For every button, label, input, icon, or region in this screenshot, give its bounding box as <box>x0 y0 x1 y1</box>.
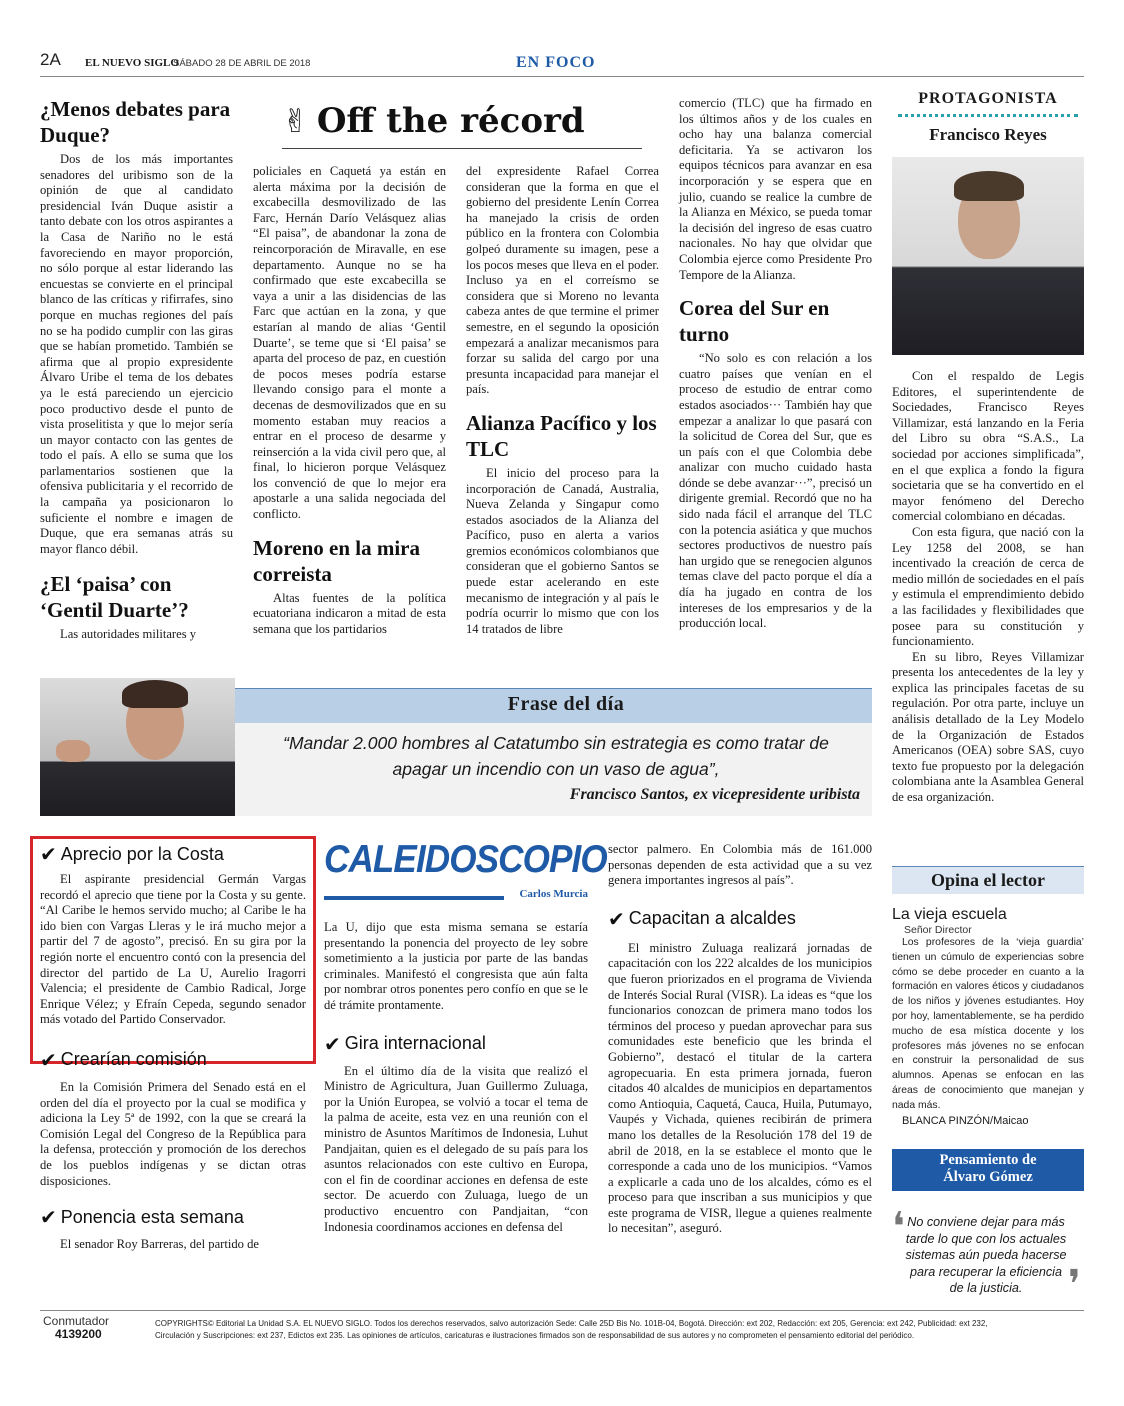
kicker-capacitan <box>608 907 872 931</box>
victory-hand-icon: ✌ <box>282 102 309 140</box>
frase-photo <box>40 678 235 816</box>
article-paragraph: En el último día de la visita que realizó el Ministro de Agricultura, Juan Guillermo Zuluaga, por la Unión Europea, se volvió a tocar el tema de la palma de aceite, esta vez en una reunión con el ministro de Asuntos Marítimos de Indonesia, Luhut Pandjaitan, quien es el delegado de su país para los asuntos relacionados con este cultivo en Europa, con el fin de coordinar acciones en defensa de este sector. De acuerdo con Zuluaga, luego de un productivo encuentro con Pandjaitan, “con Indonesia coordinamos acciones en defensa del <box>324 1063 588 1234</box>
column-3 <box>466 164 659 637</box>
header-rule <box>40 76 1084 77</box>
article-paragraph: Con el respaldo de Legis Editores, el superintendente de Sociedades, Francisco Reyes Villamizar, está lanzando en la Feria del Libro su obra “S.A.S., La sociedad por acciones simplificada”, en el que explica a fondo la figura societaria que se ha convertido en el mayor fenómeno del Derecho comercial colombiano en décadas. <box>892 369 1084 524</box>
column-4 <box>679 96 872 632</box>
pensamiento-quote: No conviene dejar para más tarde lo que con los actuales sistemas aún pueda hacerse para recuperar la eficiencia de la justicia. <box>905 1215 1067 1295</box>
protagonista-label: PROTAGONISTA <box>918 90 1058 107</box>
kicker-label: Crearían comisión <box>60 1049 207 1070</box>
kicker-label: Capacitan a alcaldes <box>628 908 796 929</box>
article-paragraph: policiales en Caquetá ya están en alerta máxima por la decisión de excabecilla desmovilizado de las Farc, Hernán Darío Velásquez alias “El paisa”, de abandonar la zona de reincorporación de Miravalle, en ese departamento. Aunque no se ha confirmado que este excabecilla se vaya a unir a las disidencias de las Farc que actúan en la zona, y que estarían al mando de alias ‘Gentil Duarte’, se teme que si ‘El paisa’ se aparta del proceso de paz, en cuestión de pocos meses podría estarse llevando consigo para el monte a decenas de desmovilizados que en su momento estaban muy reacios a entrar en el proceso de desarme y reinserción a la vida civil pero que, al final, lo hicieron porque Velásquez los convenció de que lo mejor era apostarle a una salida negociada del conflicto. <box>253 164 446 522</box>
article-paragraph: sector palmero. En Colombia más de 161.000 personas dependen de esta actividad que a su vez genera importantes ingresos al país”. <box>608 842 872 888</box>
check-icon: ✔ <box>324 1031 341 1056</box>
letter-signature: BLANCA PINZÓN/Maicao <box>902 1114 1029 1127</box>
title-underline <box>282 148 642 149</box>
copyright-line-1: COPYRIGHTS© Editorial La Unidad S.A. EL NUEVO SIGLO. Todos los derechos reservados, salvo autorización Sede: Calle 25D Bis No. 101B-04, Bogotá. Dirección: ext 202, Redacción: ext 205, Gerencia: ext 242, Publicidad: ext 232, <box>155 1319 988 1328</box>
headline-el-paisa: ¿El ‘paisa’ con ‘Gentil Duarte’? <box>40 572 189 623</box>
column-author: Carlos Murcia <box>519 888 588 900</box>
check-icon: ✔ <box>40 842 57 866</box>
frase-quote-line-2: apagar un incendio con un vaso de agua”, <box>392 759 720 779</box>
kicker-crearian <box>40 1048 306 1072</box>
bottom-column-3 <box>608 842 872 1237</box>
frase-del-dia-box <box>40 688 872 816</box>
headline-menos-debates: ¿Menos debates para Duque? <box>40 97 231 147</box>
column-1 <box>40 96 233 643</box>
article-paragraph: comercio (TLC) que ha firmado en los últimos años y de los cuales en ocho hay una balanza comercial deficitaria. Ya se activaron los equipos técnicos para avanzar en esa incorporación y se espera que en julio, cuando se realice la cumbre de la Alianza en México, se pueda tomar la decisión del ingreso de esas cuatro nacionales. No hay que olvidar que Colombia ejerce como Presidente Pro Tempore de la Alianza. <box>679 96 872 282</box>
article-paragraph: El ministro Zuluaga realizará jornadas de capacitación con los 222 alcaldes de los municipios que fueron priorizados en el programa de Vivienda de Interés Social Rural (VISR). La ideas es “que los funcionarios conozcan de primera mano todos los términos del proceso y puedan aprovechar para sus comunidades este beneficio que les brinda el Gobierno”, destacó el titular de la cartera agropecuaria. En esta primera jornada, fueron citados 40 alcaldes de municipios en departamentos como Antioquia, Caquetá, Cauca, Huila, Putumayo, Vaupés y Vichada, quienes recibirán de primera mano los detalles de la Resolución 178 del 19 de abril de 2018, en la se establece el monto que le corresponde a cada uno de los municipios. “Vamos a explicarle a cada uno de los alcaldes, cómo es el proceso para que inscriban a sus municipios y que este programa de VISR, llegue a quienes realmente lo necesitan”, aseguró. <box>608 940 872 1236</box>
kicker-aprecio <box>40 842 306 866</box>
copyright-line-2: Circulación y Suscripciones: ext 237, Edictos ext 235. Las opiniones de artículos, caricaturas e ilustraciones firmados son de responsabilidad de sus autores y no comprometen el pensamiento editorial del periódico. <box>155 1331 915 1340</box>
off-record-header <box>282 95 642 147</box>
kicker-gira <box>324 1032 588 1056</box>
caleidoscopio-column <box>324 838 607 1235</box>
article-paragraph: “No solo es con relación a los cuatro países que venían en el proceso de estudio de entrar como estados asociados··· También hay que empezar a analizar lo que pasará con la solicitud de Corea del Sur, que es un país con el que Colombia debe analizar con mucho cuidado hasta dónde se debe avanzar···”, precisó un dirigente gremial. Recordó que no ha sido nada fácil el arranque del TLC con la potencia asiática y que muchos sectores productivos de nuestro país han urgido que se renegocien algunos temas clave del pacto porque el día a día ha jugado en contra de los intereses de los empresarios y de la producción local. <box>679 351 872 631</box>
article-paragraph: Dos de los más importantes senadores del uribismo son de la opinión de que al candidato presidencial Iván Duque asistir a tanto debate con los otros aspirantes a la Casa de Nariño no le está favoreciendo en mayor proporción, no sólo porque al estar liderando las encuestas se convierte en el principal blanco de las críticas y rifirrafes, sino porque en muchas regiones del país no se ha podido cumplir con las giras que se habían prometido. También se afirma que al propio expresidente Álvaro Uribe el tema de los debates ya le está pareciendo un ejercicio poco productivo desde el punto de vista proselitista y que lo mejor sería un mayor contacto con las gentes de todo el país. A ello se suma que los parlamentarios sostienen que la ofensiva publicitaria y el recorrido de la campaña ya posicionaron lo suficiente el nombre e imagen de Duque, que era semanas atrás su mayor flanco débil. <box>40 152 233 556</box>
portrait-photo <box>892 157 1084 355</box>
opina-title: Opina el lector <box>892 866 1084 894</box>
kicker-ponencia <box>40 1205 306 1229</box>
article-paragraph: El senador Roy Barreras, del partido de <box>60 1237 259 1252</box>
pensamiento-box <box>892 1149 1084 1191</box>
frase-author: Francisco Santos, ex vicepresidente uribista <box>569 786 860 803</box>
headline-corea: Corea del Sur en turno <box>679 296 830 347</box>
article-paragraph: El aspirante presidencial Germán Vargas recordó el aprecio que tiene por la Costa y su gente. “Al Caribe le hemos servido mucho; al Caribe le ha ido bien con Vargas Lleras y le irá mucho mejor a partir del 7 de agosto”, precisó. En su gira por la región norte el encuentro contó con la presencia del director del partido de La U, Aurelio Iragorri Valencia; el presidente de Cambio Radical, Jorge Enrique Vélez; y Efraín Cepeda, segundo senador más votado del Partido Conservador. <box>40 872 306 1027</box>
check-icon: ✔ <box>40 1047 57 1072</box>
article-paragraph: El inicio del proceso para la incorporación de Canadá, Australia, Nueva Zelanda y Singapur como estados asociados de la Alianza del Pacífico, puso en alerta a varios gremios económicos colombianos que consideran que el gobierno Santos se puede estar acelerando en este mecanismo de integración y al país le podría ocurrir lo mismo que con los 14 tratados de libre <box>466 465 659 636</box>
caleidoscopio-logo: CALEIDOSCOPIO <box>324 838 607 881</box>
protagonista-box <box>892 90 1084 806</box>
letter-salutation: Señor Director <box>904 924 972 936</box>
frase-quote-line-1: “Mandar 2.000 hombres al Catatumbo sin estrategia es como tratar de <box>283 733 829 753</box>
article-paragraph: Altas fuentes de la política ecuatoriana indicaron a mitad de esta semana que los partidarios <box>253 590 446 636</box>
open-quote-icon: ❛ <box>892 1204 905 1250</box>
pensamiento-title-line-2: Álvaro Gómez <box>943 1169 1033 1185</box>
headline-moreno: Moreno en la mira correista <box>253 535 420 586</box>
article-paragraph: del expresidente Rafael Correa consideran que la forma en que el gobierno del presidente Lenín Correa ha manejado la crisis de orden público en la frontera con Colombia golpeó duramente su imagen, pese a los pocos meses que lleva en el poder. Incluso ya en el correísmo se considera que si Moreno no levanta cabeza antes de que termine el primer semestre, en el segundo la oposición empezará a analizar mecanismos para forzar su salida del cargo por una presunta incapacidad para manejar el país. <box>466 164 659 397</box>
pensamiento-title-line-1: Pensamiento de <box>939 1152 1037 1168</box>
bottom-column-1 <box>40 842 306 1253</box>
kicker-label: Gira internacional <box>344 1033 486 1054</box>
protagonista-name: Francisco Reyes <box>929 125 1047 144</box>
close-quote-icon: ❜ <box>1068 1262 1081 1308</box>
column-2 <box>253 164 446 637</box>
frase-title: Frase del día <box>507 693 625 715</box>
article-paragraph: En su libro, Reyes Villamizar presenta los antecedentes de la ley y explica las principales facetas de su regulación. Por otra parte, incluye un análisis detallado de la Ley Modelo de la Organización de Estados Americanos (OEA) sobre SAS, cuyo texto fue propuesto por la delegación colombiana ante la Asamblea General de esa organización. <box>892 649 1084 805</box>
kicker-label: Ponencia esta semana <box>60 1206 244 1227</box>
page-number: 2A <box>40 50 61 69</box>
article-paragraph: Las autoridades militares y <box>60 627 197 642</box>
header-date: SÁBADO 28 DE ABRIL DE 2018 <box>173 58 311 69</box>
kicker-label: Aprecio por la Costa <box>60 843 224 864</box>
letter-body: Los profesores de la ‘vieja guardia’ tienen un cúmulo de experiencias sobre cómo se debe proceder en cuanto a la formación en valores éticos y ciudadanos de los niños y jóvenes estudiantes. Hoy por hoy, lamentablemente, se ha perdido mucho de esa mística docente y los profesores más jóvenes no se enfocan en construir la personalidad de sus alumnos. Apenas se enfocan en las áreas de conocimiento que manejan y nada más. <box>892 937 1084 1111</box>
footer-rule <box>40 1310 1084 1311</box>
dotted-rule <box>898 114 1078 117</box>
article-paragraph: En la Comisión Primera del Senado está en el orden del día el proyecto por la cual se modifica y adiciona la Ley 5ª de 1992, con la que se creará la Comisión Legal del Congreso de la República para la defensa, protección y promoción de los derechos de los pueblos indígenas y se dictan otras disposiciones. <box>40 1079 306 1188</box>
article-paragraph: Con esta figura, que nació con la Ley 1258 del 2008, se han incentivado la creación de cerca de medio millón de sociedades en el país y estimula el emprendimiento debido a las facilidades y flexibilidades que posee para su constitución y funcionamiento. <box>892 524 1084 649</box>
article-paragraph: La U, dijo que esta misma semana se estaría presentando la ponencia del proyecto de ley sobre sometimiento a la justicia por parte de las bandas criminales. Manifestó el congresista que aún falta por nombrar otros ponentes pero confío en que se le dé trámite prontamente. <box>324 920 588 1012</box>
check-icon: ✔ <box>40 1205 57 1230</box>
section-title: EN FOCO <box>516 54 596 71</box>
letter-headline: La vieja escuela <box>892 906 1007 923</box>
masthead-name: EL NUEVO SIGLO <box>85 57 179 69</box>
conmutador-label: Conmutador <box>43 1314 110 1328</box>
conmutador-number: 4139200 <box>55 1327 102 1341</box>
check-icon: ✔ <box>608 906 625 931</box>
off-record-title: Off the récord <box>316 101 585 141</box>
opina-el-lector <box>892 866 1084 1127</box>
headline-alianza: Alianza Pacífico y los TLC <box>466 410 657 461</box>
